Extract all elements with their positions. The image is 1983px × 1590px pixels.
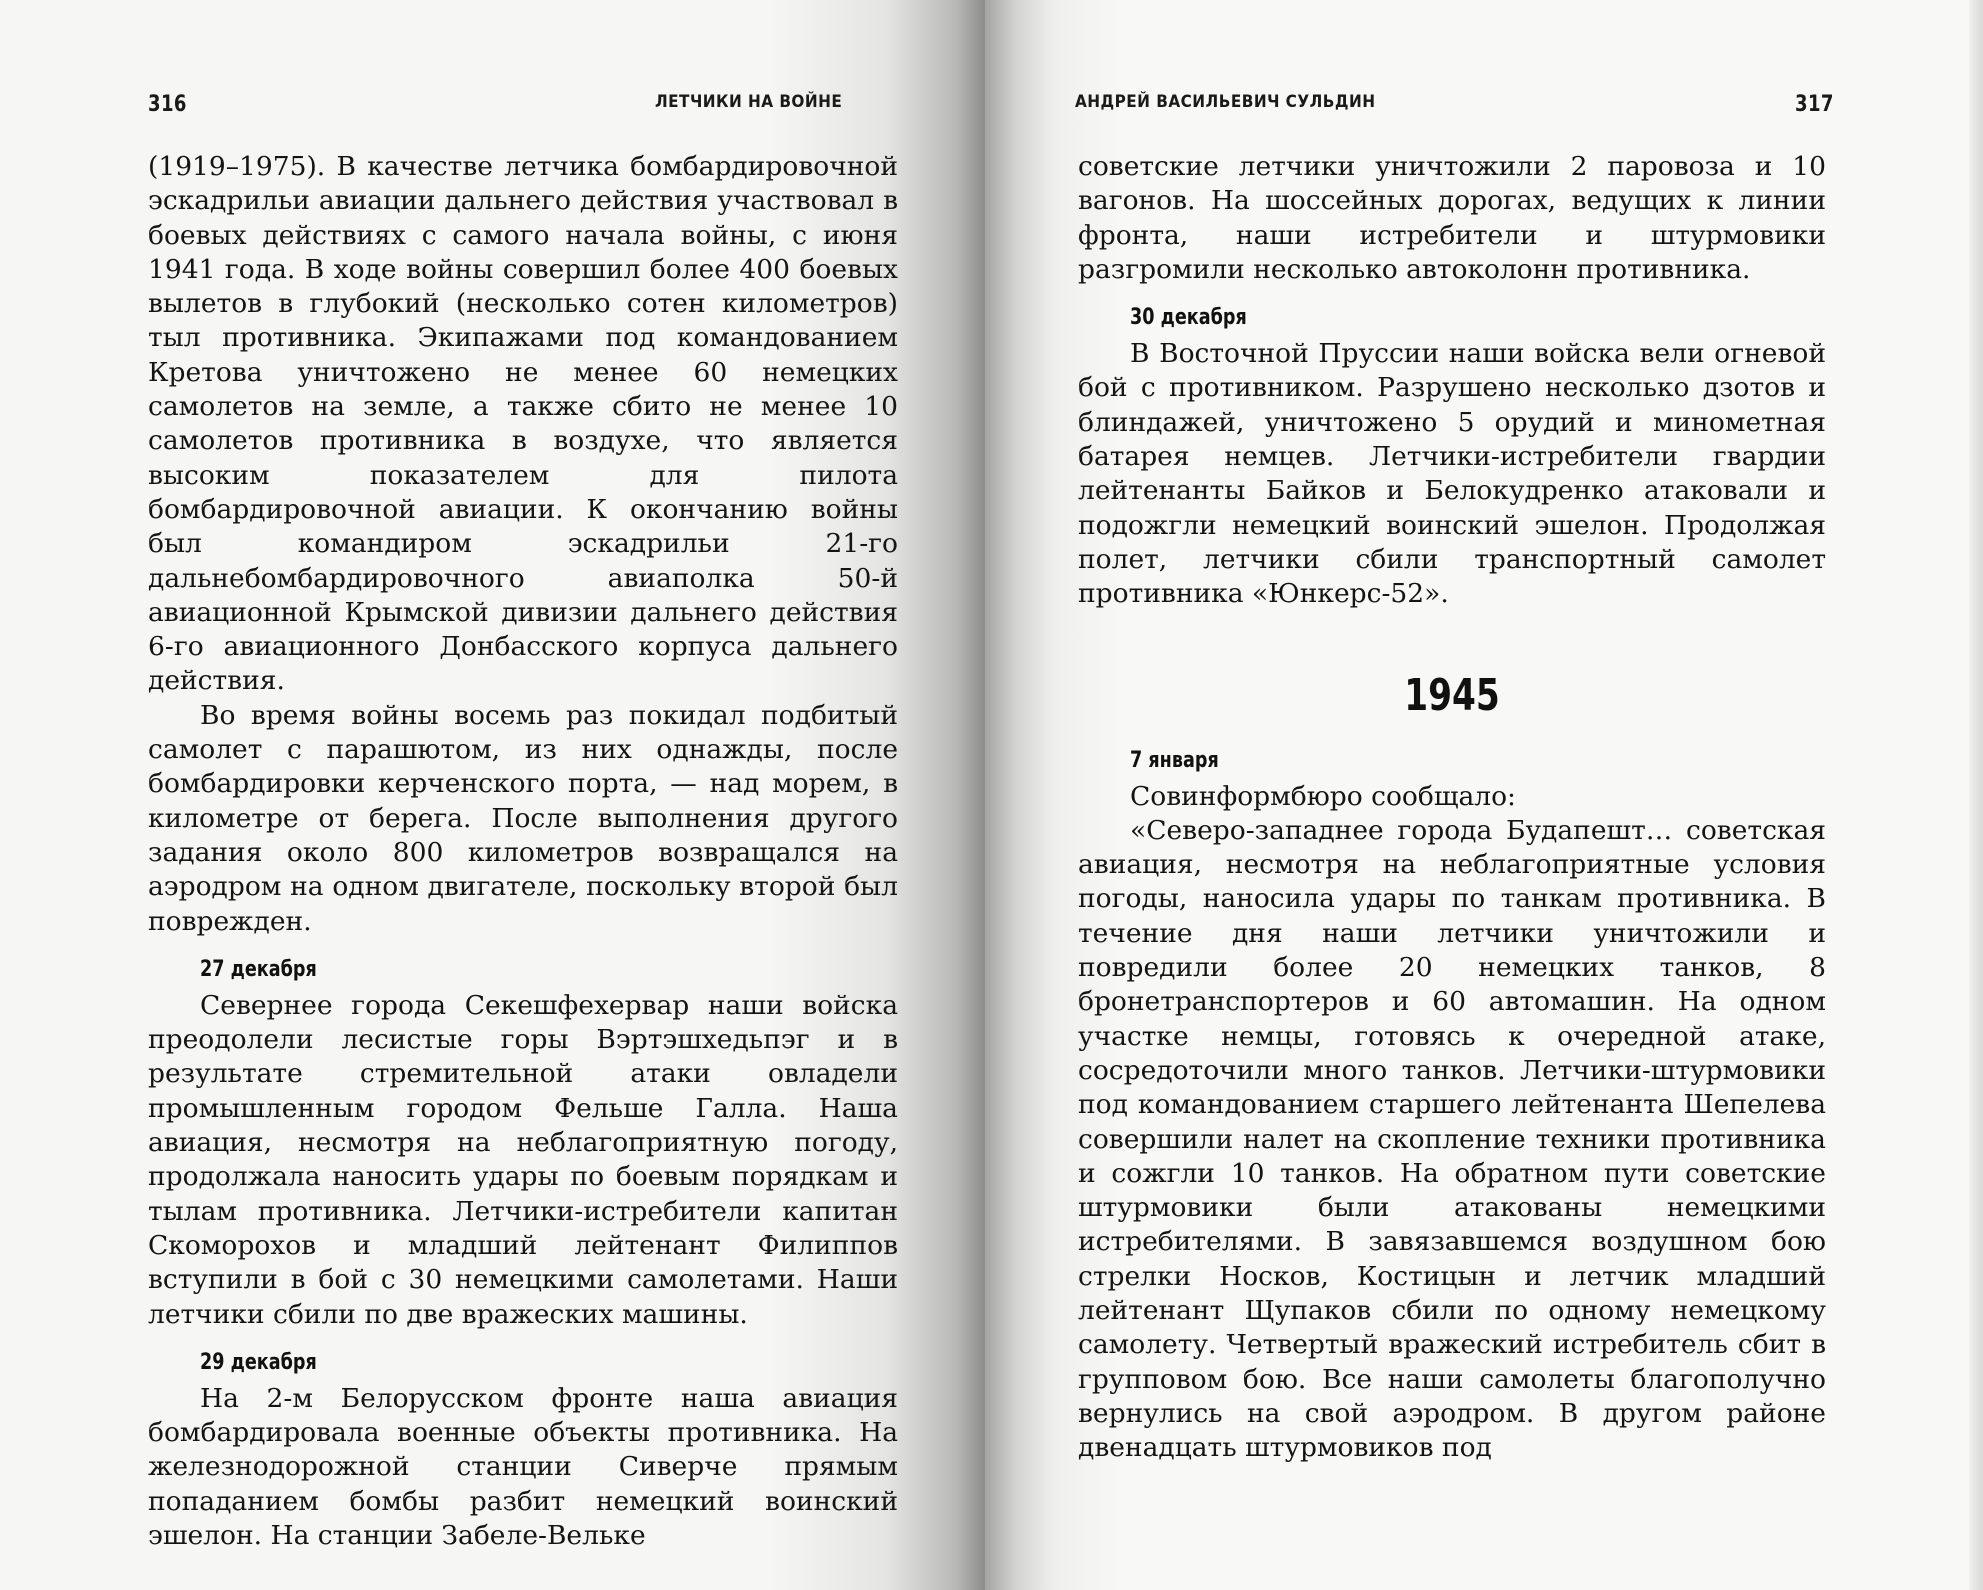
right-page-body — [1078, 150, 1826, 1466]
paragraph: «Северо-западнее города Будапешт… советская авиация, несмотря на неблагоприятные условия погоды, наносила удары по танкам противника. В течение дня наши летчики уничтожили и повредили более 20 немецких танков, 8 бронетранспортеров и 60 автомашин. На одном участке немцы, готовясь к очередной атаке, сосредоточили много танков. Летчики-штурмовики под командованием старшего лейтенанта Шепелева совершили налет на скопление техники противника и сожгли 10 танков. На обратном пути советские штурмовики были атакованы немецкими истребителями. В завязавшемся воздушном бою стрелки Носков, Костицын и летчик младший лейтенант Щупаков сбили по одному немецкому самолету. Четвертый вражеский истребитель сбит в групповом бою. Все наши самолеты благополучно вернулись на свой аэродром. В другом районе двенадцать штурмовиков под — [1078, 814, 1826, 1464]
paragraph: На 2-м Белорусском фронте наша авиация бомбардировала военные объекты противника. На железнодорожной станции Сиверче прямым попаданием бомбы разбит немецкий воинский эшелон. На станции Забеле-Вельке — [148, 1382, 898, 1551]
paragraph: (1919–1975). В качестве летчика бомбардировочной эскадрильи авиации дальнего действия участвовал в боевых действиях с самого начала войны, с июня 1941 года. В ходе войны совершил более 400 боевых вылетов в глубокий (несколько сотен километров) тыл противника. Экипажами под командованием Кретова уничтожено не менее 60 немецких самолетов на земле, а также сбито не менее 10 самолетов противника в воздухе, что является высоким показателем для пилота бомбардировочной авиации. К окончанию войны был командиром эскадрильи 21-го дальнебомбардировочного авиаполка 50-й авиационной Крымской дивизии дальнего действия 6-го авиационного Донбасского корпуса дальнего действия. — [148, 151, 898, 697]
paragraph: советские летчики уничтожили 2 паровоза и 10 вагонов. На шоссейных дорогах, ведущих к линии фронта, наши истребители и штурмовики разгромили несколько автоколонн противника. — [1078, 151, 1826, 285]
paragraph: Во время войны восемь раз покидал подбитый самолет с парашютом, из них однажды, после бомбардировки керченского порта, — над морем, в километре от берега. После выполнения другого задания около 800 километров возвращался на аэродром на одном двигателе, поскольку второй был поврежден. — [148, 699, 898, 937]
right-page — [985, 0, 1983, 1590]
right-running-head: АНДРЕЙ ВАСИЛЬЕВИЧ СУЛЬДИН — [1075, 92, 1376, 112]
left-page — [0, 0, 985, 1590]
date-heading: 30 декабря — [1130, 305, 1247, 331]
left-page-number: 316 — [148, 92, 187, 117]
left-page-body — [148, 150, 898, 1553]
year-heading: 1945 — [1404, 669, 1500, 721]
paragraph: Совинформбюро сообщало: — [1130, 780, 1516, 812]
left-running-head: ЛЕТЧИКИ НА ВОЙНЕ — [655, 92, 843, 112]
paragraph: Севернее города Секешфехервар наши войска преодолели лесистые горы Вэртэшхедьпэг и в результате стремительной атаки овладели промышленным городом Фельше Галла. Наша авиация, несмотря на неблагоприятную погоду, продолжала наносить удары по боевым порядкам и тылам противника. Летчики-истребители капитан Скоморохов и младший лейтенант Филиппов вступили в бой с 30 немецкими самолетами. Наши летчики сбили по две вражеских машины. — [148, 989, 898, 1330]
date-heading: 27 декабря — [200, 956, 317, 982]
page-edge — [1969, 0, 1983, 1590]
paragraph: В Восточной Пруссии наши войска вели огневой бой с противником. Разрушено несколько дзотов и блиндажей, уничтожено 5 орудий и минометная батарея немцев. Летчики-истребители гвардии лейтенанты Байков и Белокудренко атаковали и подожгли немецкий воинский эшелон. Продолжая полет, летчики сбили транспортный самолет противника «Юнкерс-52». — [1078, 338, 1826, 610]
date-heading: 29 декабря — [200, 1349, 317, 1375]
date-heading: 7 января — [1130, 747, 1219, 773]
right-page-number: 317 — [1795, 92, 1834, 117]
